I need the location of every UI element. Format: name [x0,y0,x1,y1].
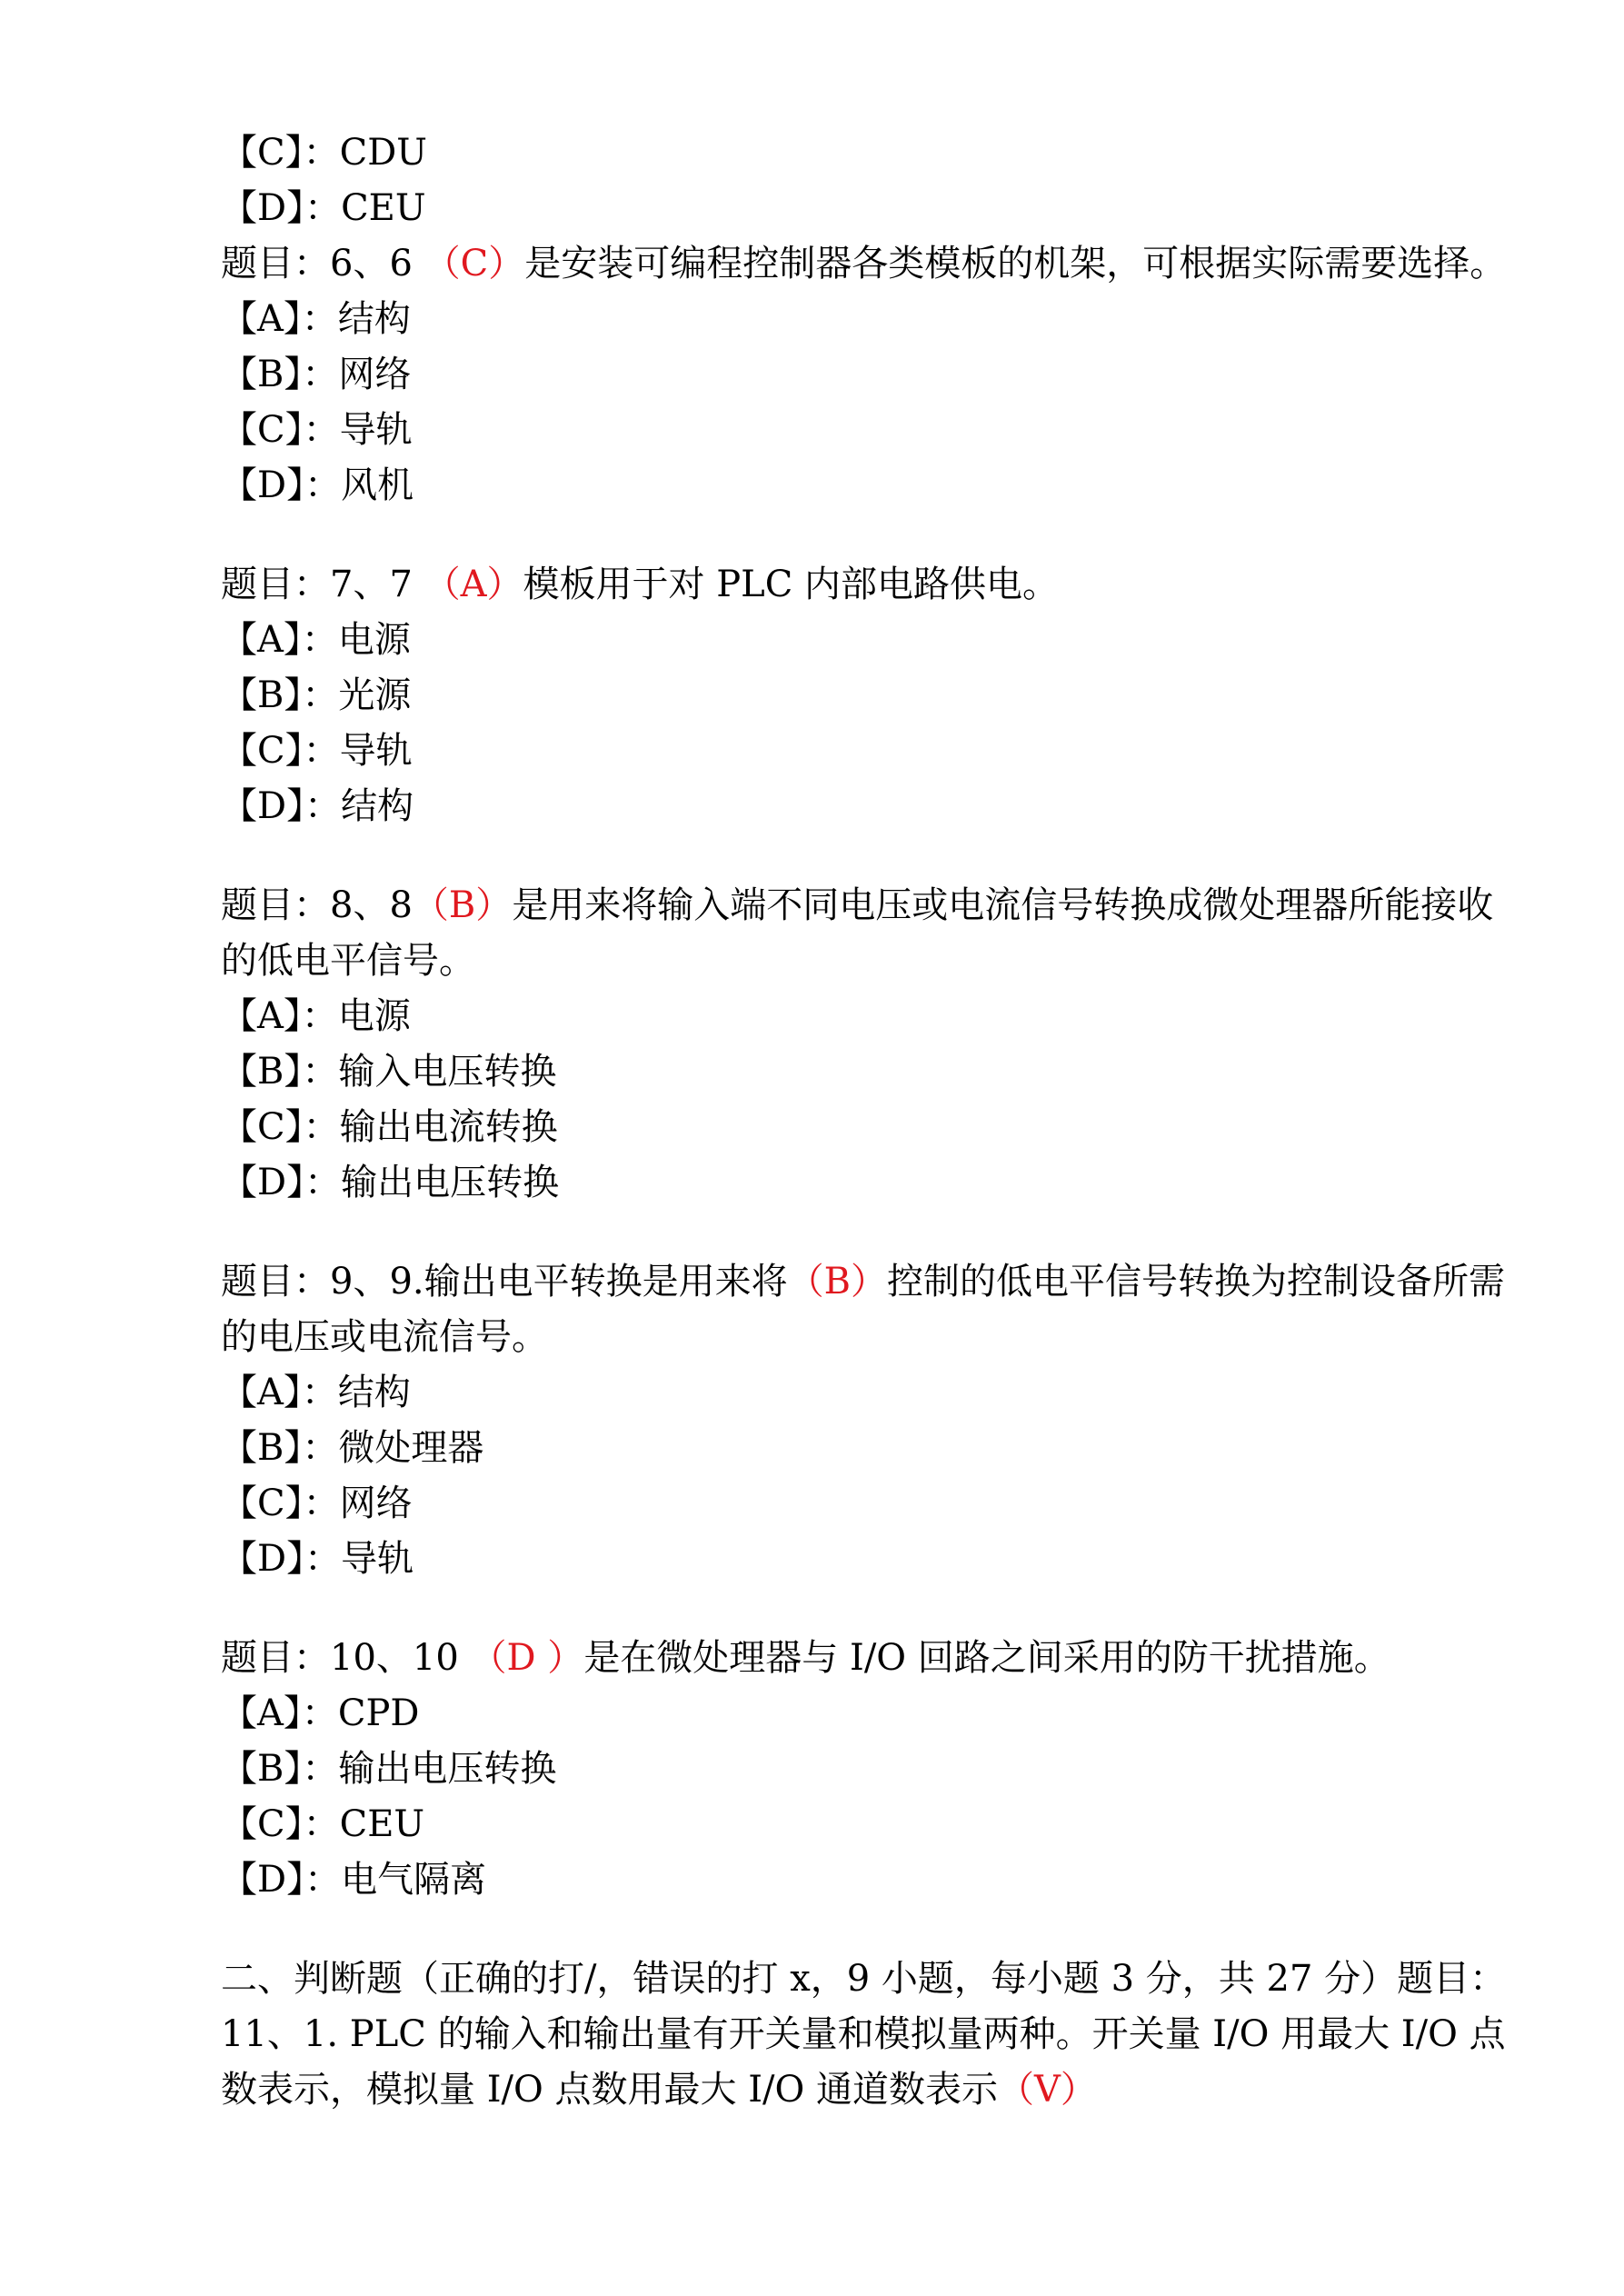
option-key: 【C】： [221,1803,340,1845]
option-line [221,989,1511,1044]
option-line [221,458,1511,514]
option-line [221,125,1511,181]
option-key: 【D】： [221,464,342,506]
question-prefix: 题目：10、10 [221,1637,471,1679]
option-key: 【D】： [221,1162,342,1203]
option-key: 【A】： [221,995,338,1037]
option-text: 结构 [341,785,414,827]
question-9-continued: 的电压或电流信号。 [221,1316,548,1358]
option-text: 网络 [338,354,412,395]
judgement-question-11-continued [221,2062,1511,2118]
spacer [221,1908,1511,1952]
option-text: 电源 [337,995,411,1037]
option-line [221,403,1511,458]
option-text: CEU [341,187,426,229]
question-7 [221,557,1511,613]
option-text: 导轨 [339,730,413,772]
question-answer: （C） [423,243,525,285]
option-text: 输出电压转换 [341,1162,560,1203]
option-text: 电气隔离 [341,1859,487,1901]
option-key: 【C】： [221,409,340,451]
question-text: 控制的低电平信号转换为控制设备所需 [887,1261,1506,1303]
question-answer: （A） [423,564,523,605]
option-line [221,1421,1511,1476]
option-text: 结构 [337,298,411,340]
question-9 [221,1254,1511,1310]
question-answer: （D ） [470,1637,584,1679]
option-text: 输出电流转换 [339,1106,558,1148]
option-line [221,1532,1511,1587]
option-key: 【C】： [221,132,340,174]
option-line [221,724,1511,779]
question-6 [221,236,1511,292]
option-key: 【B】： [221,1748,339,1790]
option-text: CDU [339,132,427,174]
option-key: 【B】： [221,674,339,716]
option-key: 【D】： [221,1859,342,1901]
question-8-continued: 的低电平信号。 [221,940,475,982]
section-2-heading: 二、判断题（正确的打/，错误的打 x，9 小题，每小题 3 分，共 27 分）题目： [221,1958,1507,2000]
option-key: 【D】： [221,1538,342,1580]
option-line [221,1476,1511,1532]
option-text: 导轨 [339,409,413,451]
option-text: 输入电压转换 [338,1051,557,1093]
option-key: 【C】： [221,730,340,772]
option-key: 【D】： [221,785,342,827]
option-line [221,1044,1511,1100]
option-key: 【B】： [221,1427,339,1469]
option-key: 【A】： [221,1372,338,1413]
spacer [221,1587,1511,1631]
spacer [221,834,1511,878]
option-line [221,1155,1511,1211]
option-line [221,292,1511,347]
option-line [221,347,1511,403]
option-line [221,1365,1511,1421]
question-text: 模板用于对 PLC 内部电路供电。 [523,564,1060,605]
question-8 [221,878,1511,933]
option-text: CEU [339,1803,425,1845]
option-text: 导轨 [341,1538,414,1580]
judgement-question-11: 11、1. PLC 的输入和输出量有开关量和模拟量两种。开关量 I/O 用最大 I/O 点 [221,2013,1506,2055]
option-line [221,181,1511,236]
option-text: 结构 [337,1372,411,1413]
option-line [221,1852,1511,1908]
option-line [221,668,1511,724]
option-line [221,1797,1511,1852]
question-prefix: 题目：9、9.输出电平转换是用来将 [221,1261,788,1303]
option-key: 【C】： [221,1106,340,1148]
question-prefix: 题目：8、8 [221,884,413,926]
question-prefix: 题目：7、7 [221,564,424,605]
option-key: 【B】： [221,354,339,395]
question-text: 是安装可编程控制器各类模板的机架，可根据实际需要选择。 [524,243,1507,285]
question-text: 是用来将输入端不同电压或电流信号转换成微处理器所能接收 [512,884,1494,926]
spacer [221,1211,1511,1254]
question-10 [221,1631,1511,1686]
option-line [221,779,1511,834]
option-key: 【D】： [221,187,342,229]
option-text: 光源 [338,674,412,716]
option-text: 微处理器 [338,1427,484,1469]
question-text: 数表示，模拟量 I/O 点数用最大 I/O 通道数表示 [221,2069,998,2111]
option-text: CPD [337,1692,420,1734]
option-text: 风机 [341,464,414,506]
option-key: 【A】： [221,1692,338,1734]
question-text: 是在微处理器与 I/O 回路之间采用的防干扰措施。 [583,1637,1390,1679]
option-line [221,1742,1511,1797]
option-line [221,1686,1511,1742]
option-key: 【A】： [221,619,338,661]
option-line [221,613,1511,668]
question-answer: （B） [412,884,513,926]
spacer [221,514,1511,557]
option-key: 【A】： [221,298,338,340]
question-prefix: 题目：6、6 [221,243,424,285]
option-text: 电源 [337,619,411,661]
question-answer: （V） [998,2069,1097,2111]
option-line [221,1100,1511,1155]
option-text: 网络 [339,1482,413,1524]
option-key: 【B】： [221,1051,339,1093]
question-answer: （B） [787,1261,888,1303]
document-content [221,125,1511,2118]
option-text: 输出电压转换 [338,1748,557,1790]
option-key: 【C】： [221,1482,340,1524]
